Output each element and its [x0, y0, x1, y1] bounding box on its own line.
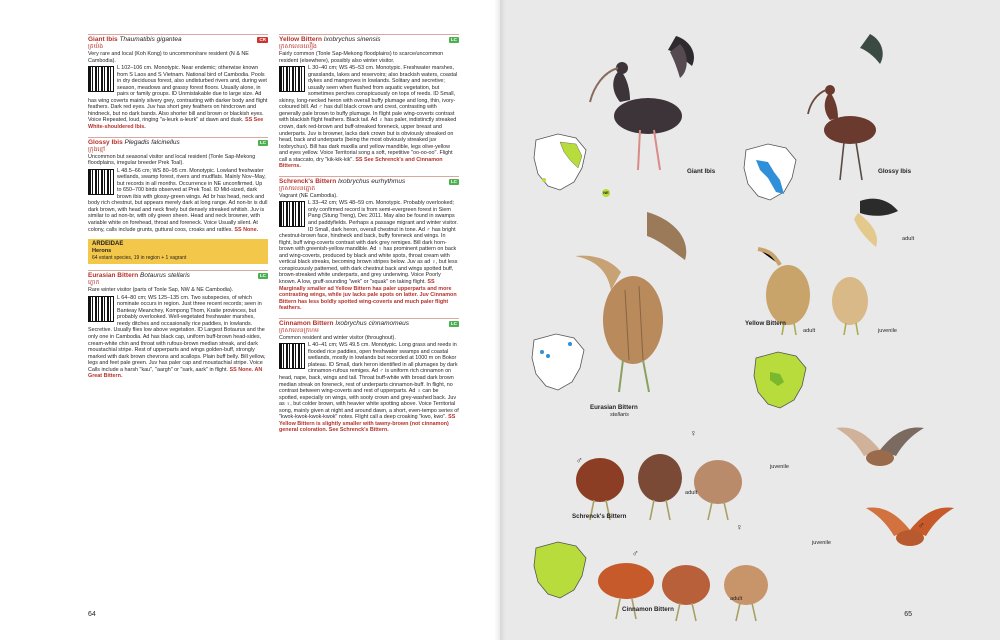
- family-species-count: 64 extant species, 19 in region + 1 vagrant: [92, 255, 187, 262]
- label-adult: adult: [685, 490, 698, 496]
- similar-species: SS None. AN Great Bittern.: [88, 366, 263, 380]
- right-page-plate: [500, 0, 1000, 640]
- yellow-bittern-illustration: [740, 195, 910, 335]
- iucn-status-badge: LC: [450, 178, 457, 184]
- species-account-yellow-bittern: [279, 34, 459, 170]
- male-symbol: ♂: [576, 455, 583, 465]
- species-account-schrencks-bittern: [279, 176, 459, 312]
- label-giant-ibis: Giant Ibis: [687, 168, 716, 175]
- label-adult: adult: [803, 328, 816, 334]
- account-body: L 64–80 cm; WS 125–135 cm. Two subspecies, of which nominate occurs in region. Just three recent records; seen in Banteay Meanchey, Kompong Thom, Kratie provinces, but probably overlooked. Well-vegetated freshwater marshes, reedy ditches and occasionally rice paddies, in lowlands. Secretive. Usually flies low above vegetation. ID Largest Botaurus and the only one in Cambodia. Ad has black cap, uniform buff-brown head-sides, cream-white chin and throat with rufous-brown median streak, and dark moustachial stripe. Rest of upperparts and wings golden-buff, strongly marked with dark brown chevrons and scallops. Plain buff belly. Bill yellow, legs and feet pale green. Juv has paler cap and moustachial stripe. Voice Calls include a harsh "kau", "aargh" or "sark, aark" in flight.: [88, 294, 266, 373]
- scientific-name: Plegadis falcinellus: [124, 138, 180, 146]
- species-name: Schrenck's Bittern: [279, 177, 337, 185]
- book-gutter: [494, 0, 506, 640]
- khmer-name: ក្រសាលេនក្រហម: [279, 327, 319, 334]
- ne-marker: NE: [603, 190, 609, 195]
- qr-code-icon[interactable]: [279, 201, 305, 227]
- iucn-status-badge: LC: [450, 320, 457, 326]
- similar-species: SS See Schrenck's and Cinnamon Bitterns.: [279, 156, 443, 170]
- species-name: Glossy Ibis: [88, 138, 123, 146]
- page-number-right: 65: [904, 611, 912, 618]
- khmer-name: ក្រុងខ្មៅ: [88, 146, 106, 153]
- khmer-name: ក្រសាលេនត្នោត: [279, 185, 316, 192]
- iucn-status-badge: LC: [259, 139, 266, 145]
- female-symbol: ♀: [736, 522, 743, 532]
- label-adult: adult: [730, 596, 743, 602]
- status-text: Very rare and local (Koh Kong) to uncommon/rare resident (N & NE Cambodia).: [88, 51, 249, 64]
- species-account-eurasian-bittern: [88, 270, 268, 380]
- label-adult: adult: [902, 236, 915, 242]
- family-header-box: [88, 239, 268, 264]
- qr-code-icon[interactable]: [279, 66, 305, 92]
- species-name: Yellow Bittern: [279, 36, 322, 43]
- similar-species: SS See White-shouldered Ibis.: [88, 117, 264, 131]
- label-eurasian-subspecies: stellaris: [610, 412, 629, 418]
- scientific-name: Ixobrychus cinnamomeus: [335, 319, 410, 327]
- khmer-name: ត្រយ៉ង: [88, 44, 104, 50]
- status-text: Fairly common (Tonle Sap-Mekong floodplains) to scarce/uncommon resident (elsewhere), possibly also winter visitor.: [279, 51, 444, 64]
- giant-ibis-illustration: [580, 30, 710, 190]
- range-map-yellow-bittern: [750, 348, 812, 416]
- label-glossy-ibis: Glossy Ibis: [878, 168, 912, 175]
- iucn-status-badge: LC: [259, 273, 266, 279]
- range-map-cinnamon-bittern: [530, 538, 592, 606]
- label-cinnamon-bittern: Cinnamon Bittern: [622, 606, 674, 613]
- male-symbol: ♂: [632, 548, 639, 558]
- scientific-name: Thaumatibis gigantea: [119, 36, 182, 43]
- species-account-glossy-ibis: [88, 137, 268, 234]
- account-body: L 33–42 cm; WS 48–59 cm. Monotypic. Probably overlooked; only confirmed record is from semi-evergreen forest in Siem Pang (Stung Treng), Dec 2011. May also be found in swamps and paddyfields. Perhaps a passage migrant and winter visitor. ID Small, dark heron, overall chestnut in tone. Ad ♂ has bright chestnut-brown face, hindneck and back, buffy foreneck and wings. In flight, buff wing-coverts contrast with dark grey remiges. Bill dark horn-brown with greenish-yellow mandible. Ad ♀ has prominent pattern on back and wing-coverts, produced by black and white spots, throat cream with vertical black streaks, becoming brown stripes below. Juv as ad ♀, but less conspicuously patterned, with dark chestnut back and wings spotted buff, brown-streaked white underparts, and grey underwing. Voice Poorly known. A low, gruff-sounding "wek" or "squak" on taking flight.: [279, 200, 458, 285]
- qr-code-icon[interactable]: [279, 343, 305, 369]
- page-number-left: 64: [88, 611, 96, 618]
- cinnamon-bittern-illustration: [590, 545, 780, 625]
- similar-species: SS Marginally smaller ad Yellow Bittern has paler upperparts and more contrasting wings, while juv lacks pale spots on latter. Juv Cinnamon Bittern has less boldly spotted wing-coverts and much paler flight feathers.: [279, 278, 457, 312]
- qr-code-icon[interactable]: [88, 296, 114, 322]
- status-text: Common resident and winter visitor (throughout).: [279, 334, 396, 341]
- label-juvenile: juvenile: [770, 464, 789, 470]
- species-name: Eurasian Bittern: [88, 272, 139, 280]
- scientific-name: Ixobrychus eurhythmus: [338, 177, 406, 185]
- label-yellow-bittern: Yellow Bittern: [745, 320, 786, 327]
- species-account-giant-ibis: [88, 34, 268, 131]
- qr-code-icon[interactable]: [88, 66, 114, 92]
- text-column-a: [88, 34, 268, 386]
- cinnamon-bittern-flight-illustration: [860, 500, 960, 570]
- similar-species: SS Yellow Bittern is slightly smaller with tawny-brown (not cinnamon) general coloration. See Schrenck's Bittern.: [279, 414, 456, 434]
- scientific-name: Botaurus stellaris: [140, 272, 190, 280]
- qr-code-icon[interactable]: [88, 169, 114, 195]
- similar-species: SS None.: [234, 226, 259, 233]
- label-schrencks-bittern: Schrenck's Bittern: [572, 513, 627, 520]
- label-juvenile: juvenile: [812, 540, 831, 546]
- khmer-name: ក្ងោក: [88, 280, 100, 287]
- iucn-status-badge: LC: [450, 37, 457, 42]
- family-common-name: Herons: [92, 248, 112, 255]
- account-body: L 40–41 cm; WS 49.5 cm. Monotypic. Long grass and reeds in flooded rice paddies, open freshwater swamps and coastal wetlands, mostly in lowlands but recorded at 1000 m on Bokor plateau. ID Small, dark heron identified in all plumages by dark cinnamon-rufous remiges. Ad ♂ is uniform rich cinnamon on head, nape, back, wings and tail. Throat buff-white with broad dark brown median streak on foreneck, rest of underparts cinnamon-buff. In flight, no contrast between wing-coverts and rest of upperparts. Ad ♀ can be spotted, especially on wings, with sooty crown and grey-washed back. Juv as ♀, but colder brown, with heavier white spotting above. Voice Territorial song, mainly given at night and around dawn, a short, even-tempo series of "kwok-kwok-kwok-kwok" notes. Flight call a deep croaking "kwo, kwo".: [279, 342, 459, 421]
- account-body: L 48.5–66 cm; WS 80–95 cm. Monotypic. Lowland freshwater wetlands, swamp forest, rivers and mudflats. Mainly Nov–May, but records in all months. Occurrence in NE unconfirmed. Up to 650–700 birds observed at Prek Toal. ID Mid-sized, dark brown ibis with glossy-green wings. Ad br has head, neck and body rich chestnut, but appears merely dark at long range. Ad non-br is dull dark brown, with head and neck finely but densely streaked whitish. Juv is similar to ad non-br, with oily green sheen. Head and neck browner, with variable white on forehead, throat and foreneck. Voice Usually silent. At colony, calls include grunts, guttural coos, croaks and rattles.: [88, 167, 268, 233]
- label-eurasian-bittern: Eurasian Bittern: [590, 404, 638, 411]
- glossy-ibis-illustration: [790, 30, 910, 190]
- male-symbol: ♂: [918, 520, 925, 530]
- species-name: Giant Ibis: [88, 36, 118, 43]
- khmer-name: ក្រសាលេនលឿង: [279, 44, 317, 50]
- family-name: ARDEIDAE: [92, 241, 124, 248]
- status-text: Vagrant (NE Cambodia).: [279, 192, 338, 199]
- eurasian-bittern-illustration: [555, 210, 705, 400]
- account-body: L 30–40 cm; WS 45–53 cm. Monotypic. Freshwater marshes, grasslands, lakes and reservoirs; also brackish waters, coastal dykes and mangroves in lowlands. Solitary and secretive; usually seen when flushed from aquatic vegetation, but sometimes perches conspicuously on tops of reeds. ID Small, skinny, long-necked heron with overall buffy plumage and long, thin, ivory-coloured bill. Ad ♂ has dull black crown and crest, contrasting with generally pale brown to buffy plumage. In flight pale wing-coverts contrast with blackish flight feathers. Black tail. Ad ♀ has paler, indistinctly streaked crown, dark red-brown and buff-streaked foreneck, upper breast and underparts. Juv is browner, lacks dark crown but is obviously streaked on head, back and underparts (being the most obviously streaked juv Ixobrychus). Bill has dark maxilla and yellow mandible, legs olive-yellow and eyes yellow. Voice Territorial song a soft, repetitive "oo-oo-oo". Flight call a staccato, dry "kik-kik-kik".: [279, 65, 458, 163]
- label-juvenile: juvenile: [878, 328, 897, 334]
- species-account-cinnamon-bittern: [279, 318, 459, 434]
- female-symbol: ♀: [690, 428, 697, 438]
- schrencks-bittern-flight-illustration: [830, 420, 930, 490]
- status-text: Uncommon but seasonal visitor and local resident (Tonle Sap-Mekong floodplains, irregular breeder Prek Toal).: [88, 153, 256, 167]
- status-text: Rare winter visitor (parts of Tonle Sap, NW & NE Cambodia).: [88, 287, 234, 294]
- scientific-name: Ixobrychus sinensis: [323, 36, 381, 43]
- iucn-status-badge: CR: [259, 37, 266, 42]
- account-body: L 102–106 cm. Monotypic. Near endemic; otherwise known from S Laos and S Vietnam. National bird of Cambodia. Pools in dry deciduous forest, also undisturbed rivers and, during wet season, meadows and grassy forest floors. Usually alone, in pairs or family groups. ID Unmistakable due to large size. Ad has wing coverts mainly silvery grey, contrasting with darker body and flight feathers. Dark red eyes. Juv has short grey feathers on hindcrown and hindneck, but no dark bands. Also shorter bill and brown or blackish eyes. Voice Repeated, loud, ringing "a-leurk a-leurk" at dawn and dusk.: [88, 65, 268, 124]
- text-column-b: [279, 34, 459, 440]
- species-name: Cinnamon Bittern: [279, 319, 334, 327]
